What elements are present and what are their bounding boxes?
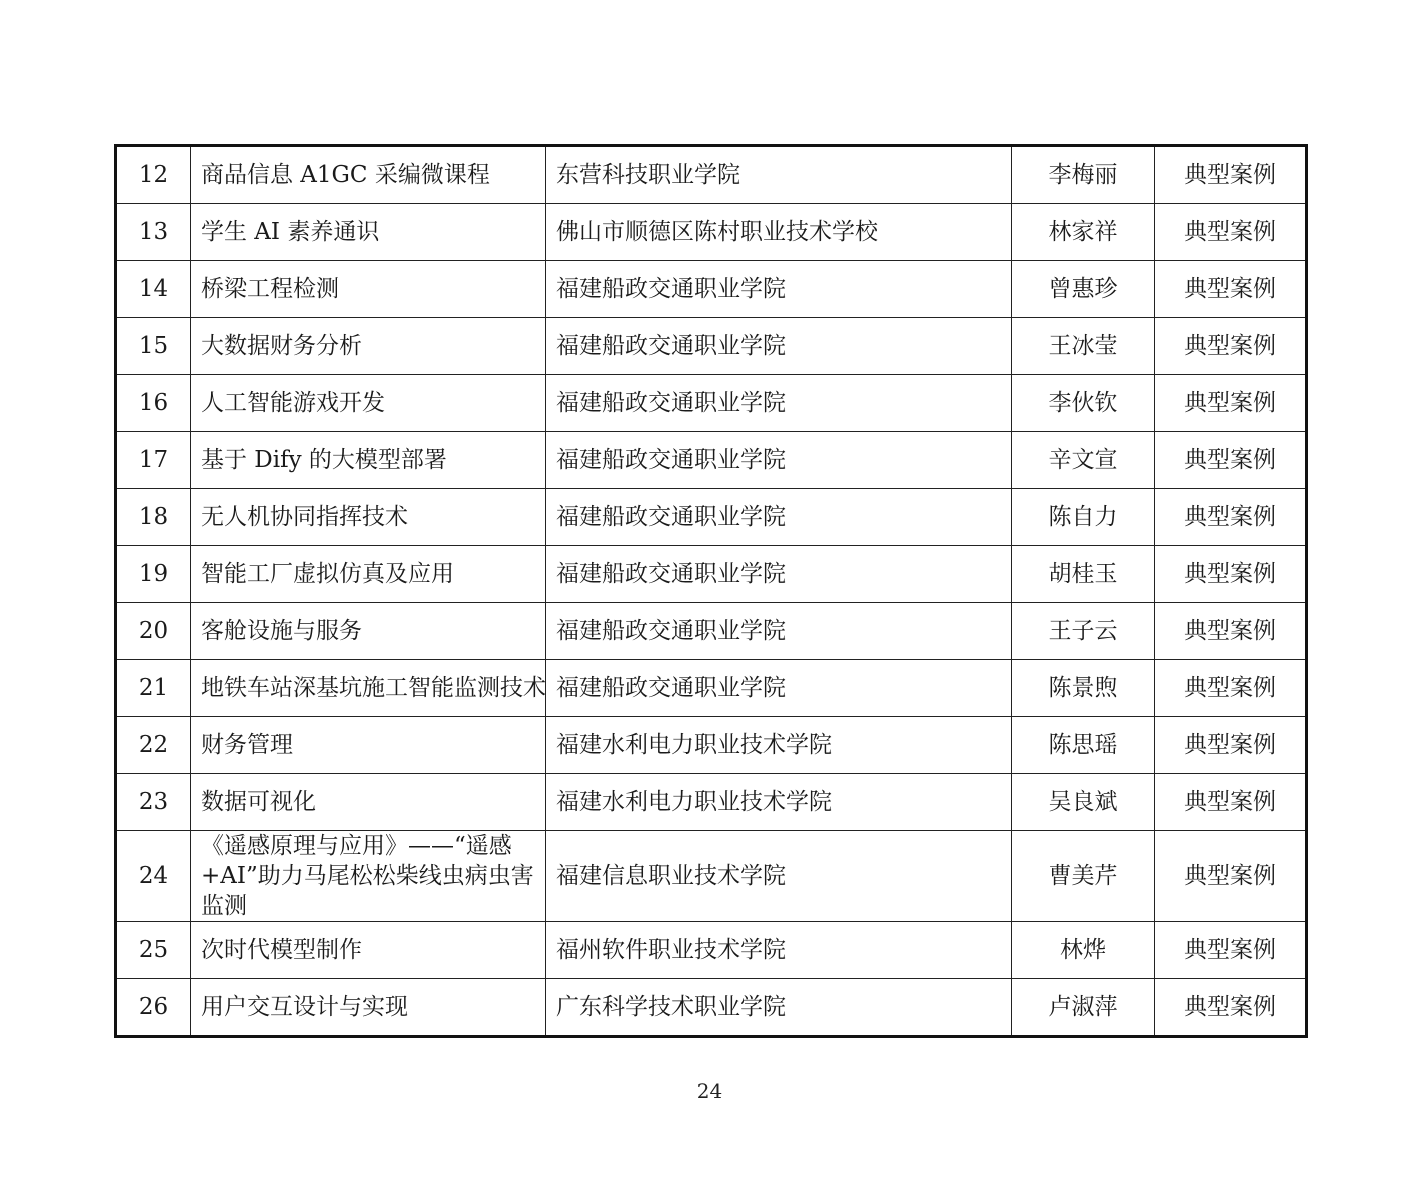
row-number: 14 bbox=[116, 261, 191, 318]
award-type: 典型案例 bbox=[1155, 375, 1307, 432]
person-name: 卢淑萍 bbox=[1012, 979, 1155, 1037]
row-number: 21 bbox=[116, 660, 191, 717]
award-type: 典型案例 bbox=[1155, 717, 1307, 774]
school-name: 东营科技职业学院 bbox=[546, 146, 1012, 204]
table-row bbox=[116, 489, 1307, 546]
award-type: 典型案例 bbox=[1155, 979, 1307, 1037]
school-name: 福建信息职业技术学院 bbox=[546, 831, 1012, 922]
row-number: 20 bbox=[116, 603, 191, 660]
course-name: 商品信息 A1GC 采编微课程 bbox=[191, 146, 546, 204]
school-name: 福建船政交通职业学院 bbox=[546, 489, 1012, 546]
school-name: 福建水利电力职业技术学院 bbox=[546, 774, 1012, 831]
row-number: 15 bbox=[116, 318, 191, 375]
course-name: 地铁车站深基坑施工智能监测技术 bbox=[191, 660, 546, 717]
course-name: 基于 Dify 的大模型部署 bbox=[191, 432, 546, 489]
course-name: 智能工厂虚拟仿真及应用 bbox=[191, 546, 546, 603]
school-name: 福建船政交通职业学院 bbox=[546, 261, 1012, 318]
row-number: 19 bbox=[116, 546, 191, 603]
row-number: 25 bbox=[116, 922, 191, 979]
course-name: 学生 AI 素养通识 bbox=[191, 204, 546, 261]
row-number: 13 bbox=[116, 204, 191, 261]
table-row bbox=[116, 432, 1307, 489]
table-row bbox=[116, 318, 1307, 375]
person-name: 辛文宣 bbox=[1012, 432, 1155, 489]
table-row bbox=[116, 204, 1307, 261]
school-name: 福建船政交通职业学院 bbox=[546, 318, 1012, 375]
school-name: 福建船政交通职业学院 bbox=[546, 603, 1012, 660]
school-name: 福州软件职业技术学院 bbox=[546, 922, 1012, 979]
row-number: 16 bbox=[116, 375, 191, 432]
award-type: 典型案例 bbox=[1155, 774, 1307, 831]
course-name: 次时代模型制作 bbox=[191, 922, 546, 979]
table-row bbox=[116, 717, 1307, 774]
course-name: 数据可视化 bbox=[191, 774, 546, 831]
table-row bbox=[116, 546, 1307, 603]
award-type: 典型案例 bbox=[1155, 432, 1307, 489]
row-number: 18 bbox=[116, 489, 191, 546]
school-name: 福建船政交通职业学院 bbox=[546, 546, 1012, 603]
person-name: 王子云 bbox=[1012, 603, 1155, 660]
school-name: 福建船政交通职业学院 bbox=[546, 432, 1012, 489]
row-number: 22 bbox=[116, 717, 191, 774]
award-type: 典型案例 bbox=[1155, 489, 1307, 546]
award-type: 典型案例 bbox=[1155, 318, 1307, 375]
award-type: 典型案例 bbox=[1155, 922, 1307, 979]
course-name: 《遥感原理与应用》——“遥感+AI”助力马尾松松柴线虫病虫害监测 bbox=[191, 831, 546, 922]
award-type: 典型案例 bbox=[1155, 261, 1307, 318]
person-name: 陈自力 bbox=[1012, 489, 1155, 546]
course-name: 大数据财务分析 bbox=[191, 318, 546, 375]
school-name: 佛山市顺德区陈村职业技术学校 bbox=[546, 204, 1012, 261]
course-name: 用户交互设计与实现 bbox=[191, 979, 546, 1037]
table-row bbox=[116, 603, 1307, 660]
person-name: 陈景煦 bbox=[1012, 660, 1155, 717]
table-row bbox=[116, 831, 1307, 922]
row-number: 12 bbox=[116, 146, 191, 204]
person-name: 李伙钦 bbox=[1012, 375, 1155, 432]
course-name: 人工智能游戏开发 bbox=[191, 375, 546, 432]
person-name: 吴良斌 bbox=[1012, 774, 1155, 831]
row-number: 23 bbox=[116, 774, 191, 831]
course-name: 客舱设施与服务 bbox=[191, 603, 546, 660]
person-name: 曹美芹 bbox=[1012, 831, 1155, 922]
course-name: 桥梁工程检测 bbox=[191, 261, 546, 318]
school-name: 福建船政交通职业学院 bbox=[546, 375, 1012, 432]
person-name: 李梅丽 bbox=[1012, 146, 1155, 204]
person-name: 曾惠珍 bbox=[1012, 261, 1155, 318]
course-name: 无人机协同指挥技术 bbox=[191, 489, 546, 546]
person-name: 陈思瑶 bbox=[1012, 717, 1155, 774]
table-row bbox=[116, 922, 1307, 979]
award-type: 典型案例 bbox=[1155, 146, 1307, 204]
award-type: 典型案例 bbox=[1155, 603, 1307, 660]
award-type: 典型案例 bbox=[1155, 204, 1307, 261]
row-number: 24 bbox=[116, 831, 191, 922]
award-type: 典型案例 bbox=[1155, 546, 1307, 603]
table-row bbox=[116, 146, 1307, 204]
school-name: 福建船政交通职业学院 bbox=[546, 660, 1012, 717]
page-number: 24 bbox=[696, 1079, 723, 1103]
school-name: 福建水利电力职业技术学院 bbox=[546, 717, 1012, 774]
person-name: 王冰莹 bbox=[1012, 318, 1155, 375]
person-name: 林烨 bbox=[1012, 922, 1155, 979]
person-name: 胡桂玉 bbox=[1012, 546, 1155, 603]
table-row bbox=[116, 375, 1307, 432]
table-row bbox=[116, 660, 1307, 717]
case-list-table bbox=[114, 144, 1308, 1038]
school-name: 广东科学技术职业学院 bbox=[546, 979, 1012, 1037]
row-number: 17 bbox=[116, 432, 191, 489]
course-name: 财务管理 bbox=[191, 717, 546, 774]
person-name: 林家祥 bbox=[1012, 204, 1155, 261]
table-row bbox=[116, 774, 1307, 831]
table-row bbox=[116, 261, 1307, 318]
table-row bbox=[116, 979, 1307, 1037]
award-type: 典型案例 bbox=[1155, 660, 1307, 717]
row-number: 26 bbox=[116, 979, 191, 1037]
award-type: 典型案例 bbox=[1155, 831, 1307, 922]
